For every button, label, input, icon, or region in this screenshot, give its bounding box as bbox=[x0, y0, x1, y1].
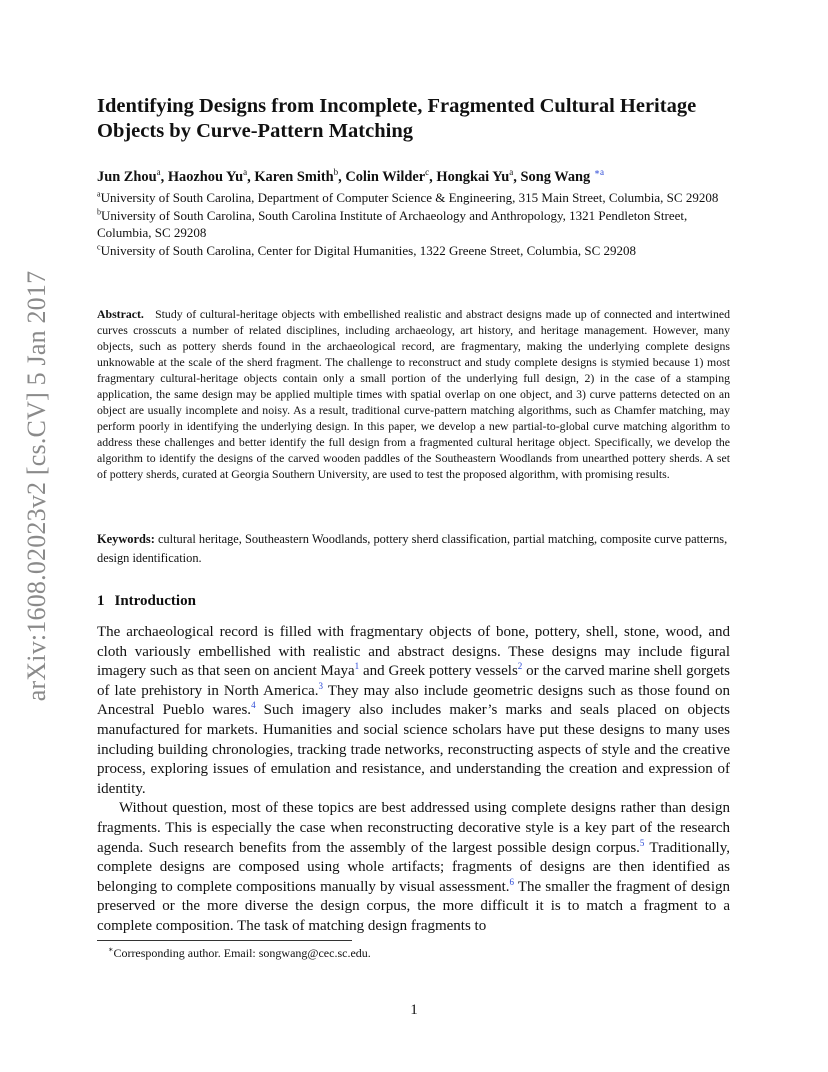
affiliation-text: University of South Carolina, Center for Digital Humanities, 1322 Greene Street, Columbia, SC 29208 bbox=[100, 243, 637, 258]
author-name: Haozhou Yu bbox=[167, 169, 244, 185]
author-affil-mark: a bbox=[243, 167, 248, 178]
paragraph bbox=[97, 623, 730, 799]
affiliation-list bbox=[97, 189, 737, 260]
paragraph-text: The archaeological record is filled with fragmentary objects of bone, pottery, shell, stone, wood, and cloth variously embellished with realistic and abstract designs. These designs may include figural imagery such as that seen on ancient Maya bbox=[97, 624, 730, 680]
abstract-label: Abstract. bbox=[97, 307, 144, 321]
arxiv-stamp-text: arXiv:1608.02023v2 [cs.CV] 5 Jan 2017 bbox=[22, 270, 51, 702]
footnote-text: Corresponding author. Email: songwang@cec.sc.edu. bbox=[113, 946, 371, 960]
author-name: Karen Smith bbox=[254, 169, 334, 185]
paragraph-text: They may also include geometric designs such as those found on Ancestral Pueblo wares. bbox=[97, 682, 730, 719]
page-number: 1 bbox=[410, 1002, 418, 1018]
footnote-link[interactable]: 1 bbox=[354, 661, 360, 672]
footnote-link[interactable]: 3 bbox=[318, 680, 323, 691]
abstract-text: Study of cultural-heritage objects with embellished realistic and abstract designs made up of connected and intertwined curves crosscuts a number of related disciplines, including archaeology, art history, and heritage management. However, many objects, such as pottery sherds found in the archaeological record, are fragmentary, making the underlying complete designs unknowable at the scale of the sherd fragment. The challenge to reconstruct and study complete designs is stymied because 1) most fragmentary cultural-heritage objects contain only a small portion of the underlying full design, 2) in the case of a stamping application, the same design may be applied multiple times with spatial overlap on one object, and 3) curve patterns detected on an object are usually incomplete and noisy. As a result, traditional curve-pattern matching algorithms, such as Chamfer matching, may perform poorly in identifying the underlying design. In this paper, we develop a new partial-to-global curve matching algorithm to address these challenges and better identify the full design from a fragmented cultural heritage object. Specifically, we develop the algorithm to identify the designs of the carved wooden paddles of the Southeastern Woodlands from unearthed pottery sherds. A set of pottery sherds, curated at Georgia Southern University, are used to test the proposed algorithm, with promising results. bbox=[97, 307, 730, 481]
footnote-link[interactable]: 6 bbox=[509, 876, 514, 887]
affiliation bbox=[97, 207, 737, 241]
affiliation-mark: c bbox=[97, 242, 101, 252]
affiliation bbox=[97, 189, 737, 206]
corresponding-author-link[interactable]: ∗a bbox=[593, 167, 604, 178]
paragraph-text: Traditionally, complete designs are composed using whole artifacts; fragments of designs are then identified as belonging to complete compositions manually by visual assessment. bbox=[97, 839, 730, 895]
paragraph-text: Such imagery also includes maker’s marks and seals placed on objects manufactured for markets. Humanities and social science scholars have put these designs to many uses including building chronologies, tracking trade networks, reconstructing aspects of style and the creative process, exploring issues of emulation and resistance, and understanding the creation and expression of identity. bbox=[97, 702, 731, 797]
abstract bbox=[97, 306, 730, 482]
footnote bbox=[108, 946, 371, 961]
paragraph-text: and Greek pottery vessels bbox=[359, 663, 518, 680]
keywords-text: cultural heritage, Southeastern Woodlands, pottery sherd classification, partial matching, composite curve patterns, design identification. bbox=[97, 532, 728, 565]
author-name: Song Wang bbox=[520, 169, 591, 185]
footnote-link[interactable]: 5 bbox=[639, 837, 645, 848]
footnote-link[interactable]: 2 bbox=[517, 661, 523, 672]
author-affil-mark: c bbox=[425, 167, 430, 178]
footnote-link[interactable]: 4 bbox=[251, 700, 256, 711]
affiliation bbox=[97, 242, 737, 259]
author-affil-mark: a bbox=[156, 167, 161, 178]
affiliation-text: University of South Carolina, Department of Computer Science & Engineering, 315 Main Street, Columbia, SC 29208 bbox=[100, 190, 719, 205]
affiliation-text: University of South Carolina, South Carolina Institute of Archaeology and Anthropology, 1321 Pendleton Street, Columbia, SC 29208 bbox=[97, 208, 688, 240]
author-list: Jun Zhou$^a$, Haozhou Yu$^a$, Karen Smith$^b$, Colin Wilder$^c$, Hongkai Yu$^a$, Song Wang $^{∗a}$ bbox=[97, 167, 604, 185]
footnote-mark: ∗ bbox=[108, 945, 114, 954]
paragraph-text: Without question, most of these topics are best addressed using complete designs rather than design fragments. This is especially the case when reconstructing decorative style is a key part of the research agenda. Such research benefits from the assembly of the largest possible design corpus. bbox=[97, 800, 730, 856]
affiliation-mark: a bbox=[97, 189, 101, 199]
paper-title: Identifying Designs from Incomplete, Fragmented Cultural Heritage Objects by Curve-Pattern Matching bbox=[97, 95, 697, 142]
section-number: 1 bbox=[97, 593, 105, 609]
paragraph-text: or the carved marine shell gorgets of late prehistory in North America. bbox=[97, 663, 730, 699]
author-name: Jun Zhou bbox=[97, 169, 157, 185]
footnote-rule bbox=[97, 940, 352, 941]
section-heading bbox=[97, 593, 196, 610]
body-text bbox=[97, 623, 730, 937]
keywords-label: Keywords: bbox=[97, 532, 155, 546]
author-affil-mark: a bbox=[509, 167, 514, 178]
arxiv-stamp bbox=[22, 270, 51, 702]
author-affil-mark: b bbox=[333, 167, 339, 178]
keywords bbox=[97, 530, 730, 568]
author-name: Colin Wilder bbox=[345, 169, 426, 185]
affiliation-mark: b bbox=[97, 207, 101, 217]
paragraph bbox=[97, 799, 730, 936]
author-name: Hongkai Yu bbox=[436, 169, 510, 185]
paragraph-text: The smaller the fragment of design preserved or the more diverse the design corpus, the more difficult it is to match a fragment to a complete composition. The task of matching design fragments to bbox=[97, 878, 731, 934]
section-title: Introduction bbox=[114, 593, 196, 609]
